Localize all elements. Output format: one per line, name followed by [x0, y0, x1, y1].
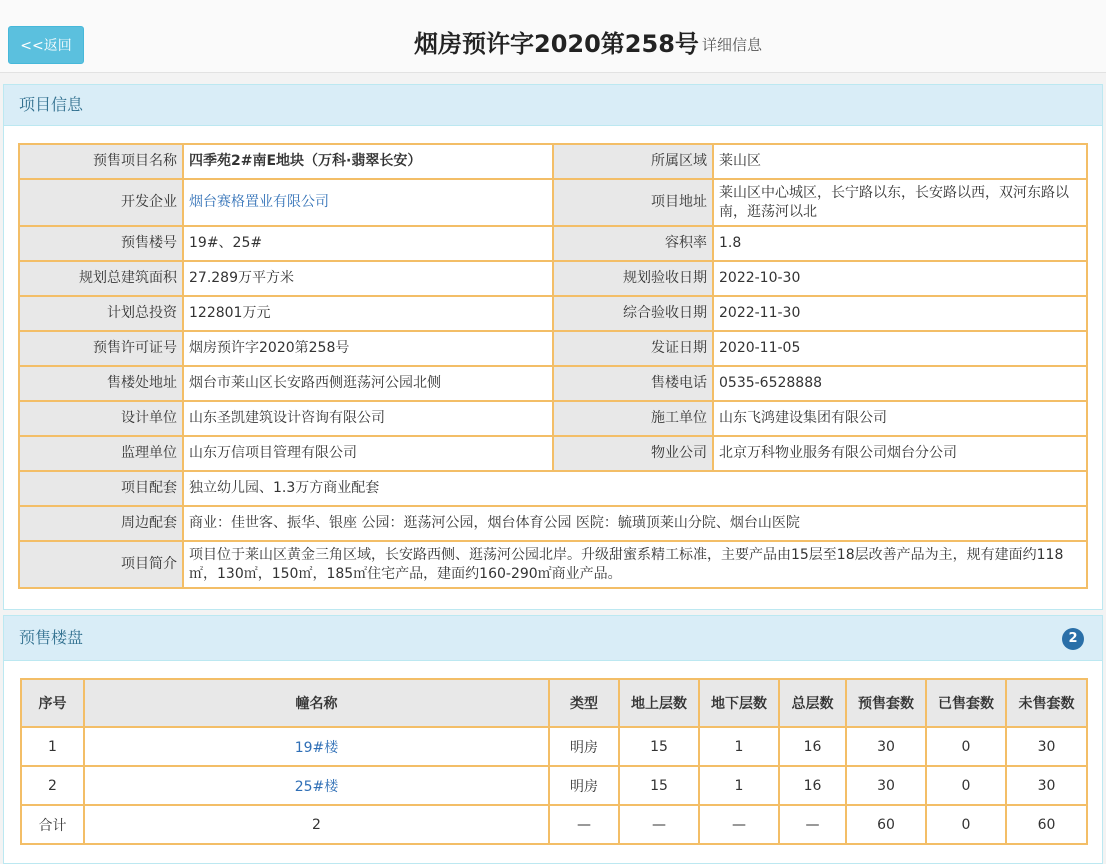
- info-row: [19, 179, 1087, 226]
- info-label: 售楼处地址: [19, 366, 183, 401]
- info-label: 所属区域: [553, 144, 713, 179]
- info-value: 莱山区: [713, 144, 1087, 179]
- column-header: 地上层数: [619, 679, 699, 727]
- info-value: 19#、25#: [183, 226, 553, 261]
- cell-total: 16: [779, 766, 846, 805]
- info-row: [19, 226, 1087, 261]
- info-label: 物业公司: [553, 436, 713, 471]
- table-row: [21, 766, 1087, 805]
- cell-no: 1: [21, 727, 84, 766]
- project-info-heading: 项目信息: [4, 85, 1102, 126]
- column-header: 序号: [21, 679, 84, 727]
- info-label: 计划总投资: [19, 296, 183, 331]
- column-header: 已售套数: [926, 679, 1006, 727]
- info-value: 商业：佳世客、振华、银座 公园：逛荡河公园，烟台体育公园 医院：毓璜顶莱山分院、烟台山医院: [183, 506, 1087, 541]
- cell-type: 明房: [549, 766, 619, 805]
- info-row: [19, 436, 1087, 471]
- info-label: 预售项目名称: [19, 144, 183, 179]
- info-value: 2020-11-05: [713, 331, 1087, 366]
- back-button[interactable]: <<返回: [8, 26, 84, 64]
- top-bar: [0, 0, 1106, 73]
- info-row: [19, 331, 1087, 366]
- info-label: 预售许可证号: [19, 331, 183, 366]
- info-value: 北京万科物业服务有限公司烟台分公司: [713, 436, 1087, 471]
- info-label: 规划验收日期: [553, 261, 713, 296]
- info-label: 规划总建筑面积: [19, 261, 183, 296]
- info-value: 1.8: [713, 226, 1087, 261]
- info-value: 2022-10-30: [713, 261, 1087, 296]
- cell-above: —: [619, 805, 699, 844]
- info-row: [19, 144, 1087, 179]
- cell-below: —: [699, 805, 779, 844]
- info-label: 施工单位: [553, 401, 713, 436]
- info-value: 2022-11-30: [713, 296, 1087, 331]
- cell-total: 16: [779, 727, 846, 766]
- info-label: 项目配套: [19, 471, 183, 506]
- info-value: 0535-6528888: [713, 366, 1087, 401]
- info-value: 27.289万平方米: [183, 261, 553, 296]
- developer-value: [183, 179, 553, 226]
- info-label: 项目简介: [19, 541, 183, 588]
- info-label: 项目地址: [553, 179, 713, 226]
- info-row: [19, 261, 1087, 296]
- cell-sold: 0: [926, 805, 1006, 844]
- info-row: [19, 401, 1087, 436]
- info-label: 周边配套: [19, 506, 183, 541]
- cell-presale: 30: [846, 766, 926, 805]
- cell-name: 2: [84, 805, 549, 844]
- project-intro-value: 项目位于莱山区黄金三角区域，长安路西侧、逛荡河公园北岸。升级甜蜜系精工标准，主要产品由15层至18层改善产品为主，规有建面约118㎡，130㎡，150㎡，185㎡住宅产品，建面约160-290㎡商业产品。: [183, 541, 1087, 588]
- project-name-value: 四季苑2#南E地块（万科·翡翠长安）: [183, 144, 553, 179]
- info-label: 综合验收日期: [553, 296, 713, 331]
- building-link[interactable]: 19#楼: [294, 739, 339, 756]
- project-info-table: [18, 143, 1088, 589]
- info-label: 预售楼号: [19, 226, 183, 261]
- cell-unsold: 30: [1006, 727, 1087, 766]
- cell-name: [84, 766, 549, 805]
- cell-no: 2: [21, 766, 84, 805]
- info-label: 监理单位: [19, 436, 183, 471]
- column-header: 预售套数: [846, 679, 926, 727]
- cell-above: 15: [619, 766, 699, 805]
- info-value: 122801万元: [183, 296, 553, 331]
- table-header-row: [21, 679, 1087, 727]
- column-header: 幢名称: [84, 679, 549, 727]
- info-value: 莱山区中心城区，长宁路以东，长安路以西，双河东路以南，逛荡河以北: [713, 179, 1087, 226]
- cell-unsold: 30: [1006, 766, 1087, 805]
- cell-total: —: [779, 805, 846, 844]
- info-row: [19, 296, 1087, 331]
- cell-below: 1: [699, 766, 779, 805]
- developer-link[interactable]: 烟台赛格置业有限公司: [189, 194, 329, 210]
- presale-heading-text: 预售楼盘: [19, 628, 84, 647]
- info-value: 山东圣凯建筑设计咨询有限公司: [183, 401, 553, 436]
- cell-type: —: [549, 805, 619, 844]
- cell-presale: 30: [846, 727, 926, 766]
- cell-unsold: 60: [1006, 805, 1087, 844]
- info-value: 独立幼儿园、1.3万方商业配套: [183, 471, 1087, 506]
- info-row: [19, 366, 1087, 401]
- info-value: 烟房预许字2020第258号: [183, 331, 553, 366]
- cell-sold: 0: [926, 727, 1006, 766]
- page-subtitle: 详细信息: [702, 36, 763, 54]
- cell-name: [84, 727, 549, 766]
- table-row: [21, 727, 1087, 766]
- presale-buildings-table: [20, 678, 1088, 845]
- cell-sold: 0: [926, 766, 1006, 805]
- total-row: [21, 805, 1087, 844]
- info-label: 发证日期: [553, 331, 713, 366]
- info-label: 售楼电话: [553, 366, 713, 401]
- info-row-full: [19, 471, 1087, 506]
- presale-buildings-heading: [4, 616, 1102, 661]
- column-header: 未售套数: [1006, 679, 1087, 727]
- info-value: 烟台市莱山区长安路西侧逛荡河公园北侧: [183, 366, 553, 401]
- info-value: 山东万信项目管理有限公司: [183, 436, 553, 471]
- info-label: 设计单位: [19, 401, 183, 436]
- building-count-badge: 2: [1062, 628, 1084, 650]
- cell-presale: 60: [846, 805, 926, 844]
- cell-type: 明房: [549, 727, 619, 766]
- building-link[interactable]: 25#楼: [294, 778, 339, 795]
- cell-no: 合计: [21, 805, 84, 844]
- info-label: 容积率: [553, 226, 713, 261]
- info-value: 山东飞鸿建设集团有限公司: [713, 401, 1087, 436]
- info-label: 开发企业: [19, 179, 183, 226]
- cell-below: 1: [699, 727, 779, 766]
- info-row-full: [19, 506, 1087, 541]
- info-row-full: [19, 541, 1087, 588]
- cell-above: 15: [619, 727, 699, 766]
- column-header: 地下层数: [699, 679, 779, 727]
- page-title: 烟房预许字2020第258号: [414, 30, 699, 58]
- column-header: 类型: [549, 679, 619, 727]
- column-header: 总层数: [779, 679, 846, 727]
